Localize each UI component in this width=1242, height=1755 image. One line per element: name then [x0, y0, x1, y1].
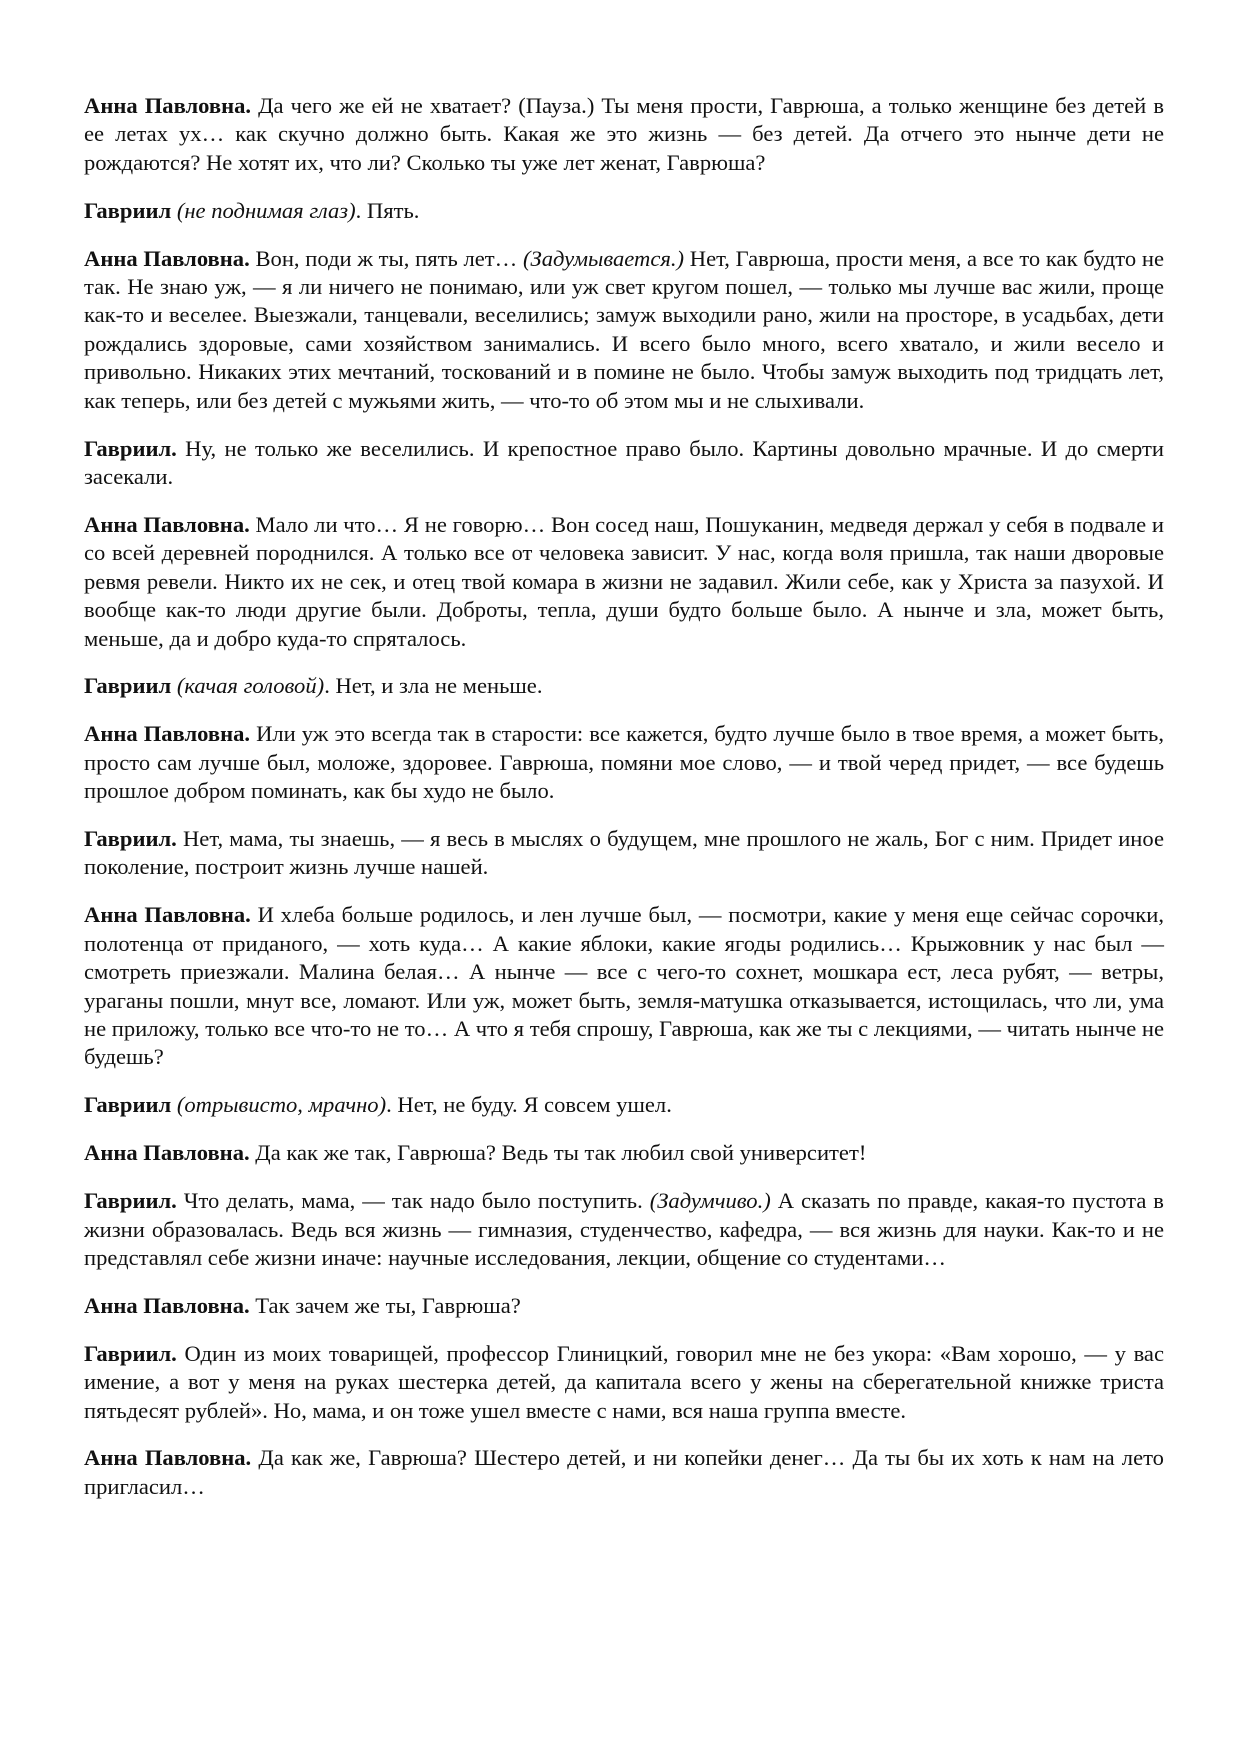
dialogue-text: Вон, поди ж ты, пять лет… — [249, 245, 523, 271]
dialogue-text: Да чего же ей не хватает? (Пауза.) Ты меня прости, Гаврюша, а только женщине без детей в ее летах ух… как скучно должно быть. Какая же это жизнь — без детей. Да отчего это нынче дети не рождаются? Не хотят их, что ли? Сколько ты уже лет женат, Гаврюша? — [84, 93, 1164, 175]
speaker-name: Гавриил. — [84, 826, 177, 852]
dialogue-paragraph — [84, 720, 1164, 805]
stage-direction: (Задумывается.) — [523, 245, 685, 271]
dialogue-paragraph — [84, 197, 1164, 225]
stage-direction: (не поднимая глаз) — [171, 197, 356, 223]
dialogue-text: Да как же так, Гаврюша? Ведь ты так любил свой университет! — [249, 1140, 867, 1166]
speaker-name: Гавриил. — [84, 1340, 177, 1366]
speaker-name: Гавриил — [84, 1092, 172, 1118]
stage-direction: (Задумчиво.) — [649, 1188, 771, 1214]
dialogue-text: И хлеба больше родилось, и лен лучше был, — посмотри, какие у меня еще сейчас сорочки, полотенца от приданого, — хоть куда… А какие яблоки, какие ягоды родились… Крыжовник у нас был — смотреть приезжали. Малина белая… А нынче — все с чего-то сохнет, мошкара ест, леса рубят, — ветры, ураганы пошли, мнут все, ломают. Или уж, может быть, земля-матушка отказывается, истощилась, что ли, ума не приложу, только все что-то не то… А что я тебя спрошу, Гаврюша, как же ты с лекциями, — читать нынче не будешь? — [84, 902, 1164, 1070]
speaker-name: Анна Павловна. — [84, 1445, 252, 1471]
dialogue-paragraph — [84, 435, 1164, 492]
speaker-name: Анна Павловна. — [84, 93, 252, 118]
dialogue-paragraph — [84, 511, 1164, 653]
dialogue-paragraph — [84, 901, 1164, 1071]
dialogue-paragraph — [84, 1091, 1164, 1119]
dialogue-paragraph — [84, 1444, 1164, 1501]
dialogue-paragraph — [84, 1187, 1164, 1272]
dialogue-text: . Пять. — [355, 197, 420, 223]
dialogue-text: . Нет, и зла не меньше. — [324, 673, 543, 699]
speaker-name: Анна Павловна. — [84, 721, 251, 747]
stage-direction: (качая головой) — [171, 673, 325, 699]
document-page — [84, 92, 1164, 1521]
dialogue-text: . Нет, не буду. Я совсем ушел. — [386, 1092, 672, 1118]
dialogue-text: Да как же, Гаврюша? Шестеро детей, и ни копейки денег… Да ты бы их хоть к нам на лето пригласил… — [84, 1445, 1164, 1499]
dialogue-text: Или уж это всегда так в старости: все кажется, будто лучше было в твое время, а может быть, просто сам лучше был, моложе, здоровее. Гаврюша, помяни мое слово, — и твой черед придет, — все будешь прошлое добром поминать, как бы худо не было. — [84, 721, 1164, 804]
dialogue-paragraph — [84, 672, 1164, 700]
stage-direction: (отрывисто, мрачно) — [171, 1092, 387, 1118]
dialogue-paragraph — [84, 92, 1164, 177]
dialogue-text: Нет, Гаврюша, прости меня, а все то как будто не так. Не знаю уж, — я ли ничего не понимаю, или уж свет кругом пошел, — только мы лучше вас жили, проще как-то и веселее. Выезжали, танцевали, веселились; замуж выходили рано, жили на просторе, в усадьбах, дети рождались здоровые, сами хозяйством занимались. И всего было много, всего хватало, и жили весело и привольно. Никаких этих мечтаний, тоскований и в помине не было. Чтобы замуж выходить под тридцать лет, как теперь, или без детей с мужьями жить, — что-то об этом мы и не слыхивали. — [84, 245, 1165, 413]
dialogue-text: Один из моих товарищей, профессор Глиницкий, говорил мне не без укора: «Вам хорошо, — у вас имение, а вот у меня на руках шестерка детей, да капитала всего у жены на сберегательной книжке триста пятьдесят рублей». Но, мама, и он тоже ушел вместе с нами, вся наша группа вместе. — [84, 1340, 1164, 1423]
dialogue-text: Нет, мама, ты знаешь, — я весь в мыслях о будущем, мне прошлого не жаль, Бог с ним. Придет иное поколение, построит жизнь лучше нашей. — [84, 826, 1164, 880]
speaker-name: Анна Павловна. — [84, 511, 250, 537]
dialogue-paragraph — [84, 1340, 1164, 1425]
dialogue-paragraph — [84, 825, 1164, 882]
speaker-name: Анна Павловна. — [84, 245, 250, 271]
speaker-name: Анна Павловна. — [84, 902, 251, 928]
dialogue-paragraph — [84, 245, 1164, 415]
dialogue-text: Что делать, мама, — так надо было поступить. — [176, 1188, 650, 1214]
speaker-name: Анна Павловна. — [84, 1292, 250, 1318]
speaker-name: Гавриил — [84, 197, 172, 223]
speaker-name: Гавриил. — [84, 435, 177, 461]
dialogue-text: Мало ли что… Я не говорю… Вон сосед наш, Пошуканин, медведя держал у себя в подвале и со всей деревней породнился. А только все от человека зависит. У нас, когда воля пришла, так наши дворовые ревмя ревели. Никто их не сек, и отец твой комара в жизни не задавил. Жили себе, как у Христа за пазухой. И вообще как-то люди другие были. Доброты, тепла, души будто больше было. А нынче и зла, может быть, меньше, да и добро куда-то спряталось. — [84, 511, 1164, 651]
dialogue-paragraph — [84, 1292, 1164, 1320]
speaker-name: Гавриил. — [84, 1188, 177, 1214]
speaker-name: Анна Павловна. — [84, 1140, 250, 1166]
dialogue-text: А сказать по правде, какая-то пустота в жизни образовалась. Ведь вся жизнь — гимназия, студенчество, кафедра, — вся жизнь для науки. Как-то и не представлял себе жизни иначе: научные исследования, лекции, общение со студентами… — [84, 1188, 1164, 1270]
speaker-name: Гавриил — [84, 673, 172, 699]
dialogue-text: Так зачем же ты, Гаврюша? — [249, 1292, 521, 1318]
dialogue-text: Ну, не только же веселились. И крепостное право было. Картины довольно мрачные. И до смерти засекали. — [84, 435, 1164, 489]
dialogue-paragraph — [84, 1139, 1164, 1167]
